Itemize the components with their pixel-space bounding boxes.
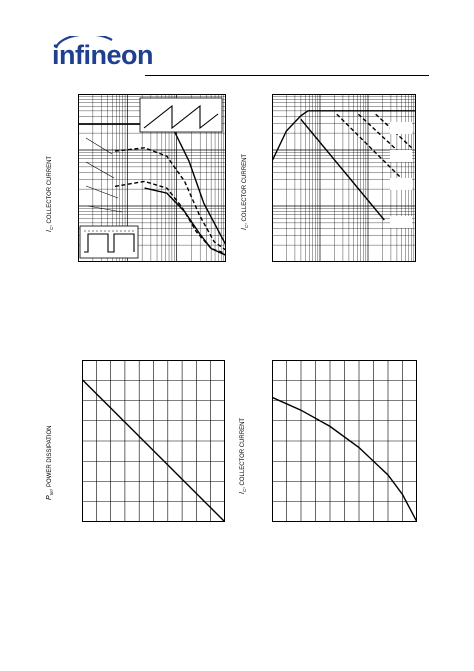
fig2-ylabel [241, 154, 249, 230]
fig1-pointer-line [88, 206, 122, 212]
fig3-ylabel [46, 426, 54, 500]
fig2-label-box [390, 178, 412, 190]
chart-fig3 [82, 360, 225, 522]
fig1-ylabel-sub: C [49, 226, 55, 231]
fig1-ylabel [46, 156, 54, 232]
fig2-ylabel-text: , COLLECTOR CURRENT [242, 153, 248, 225]
fig2-series-2-line [301, 119, 385, 220]
chart-fig2 [272, 94, 416, 262]
fig1-inset-sawtooth-box [140, 98, 222, 132]
chart-fig4 [272, 360, 417, 522]
fig4-ylabel-symbol: I [239, 492, 246, 494]
logo-wordmark: infineon [52, 40, 153, 70]
fig4-ylabel-sub: C [242, 488, 248, 493]
infineon-logo [40, 36, 156, 78]
fig2-label-box [390, 150, 412, 162]
fig1-pointer-line [86, 162, 114, 178]
fig1-pointer-line [86, 186, 118, 198]
chart-fig1 [78, 94, 226, 262]
fig1-ylabel-text: , COLLECTOR CURRENT [47, 155, 53, 227]
fig1-pointer-line [86, 138, 112, 154]
fig3-ylabel-sub: tot [49, 490, 55, 496]
fig1-ylabel-symbol: I [46, 230, 53, 232]
fig3-ylabel-text: , POWER DISSIPATION [47, 425, 53, 491]
fig2-label-box [390, 122, 412, 134]
fig3-ylabel-symbol: P [46, 495, 53, 500]
fig4-ylabel [239, 418, 247, 494]
fig2-ylabel-sub: C [244, 224, 250, 229]
fig2-label-box [390, 216, 412, 228]
fig4-ylabel-text: , COLLECTOR CURRENT [240, 417, 246, 489]
fig2-ylabel-symbol: I [241, 228, 248, 230]
header-rule [145, 75, 429, 76]
